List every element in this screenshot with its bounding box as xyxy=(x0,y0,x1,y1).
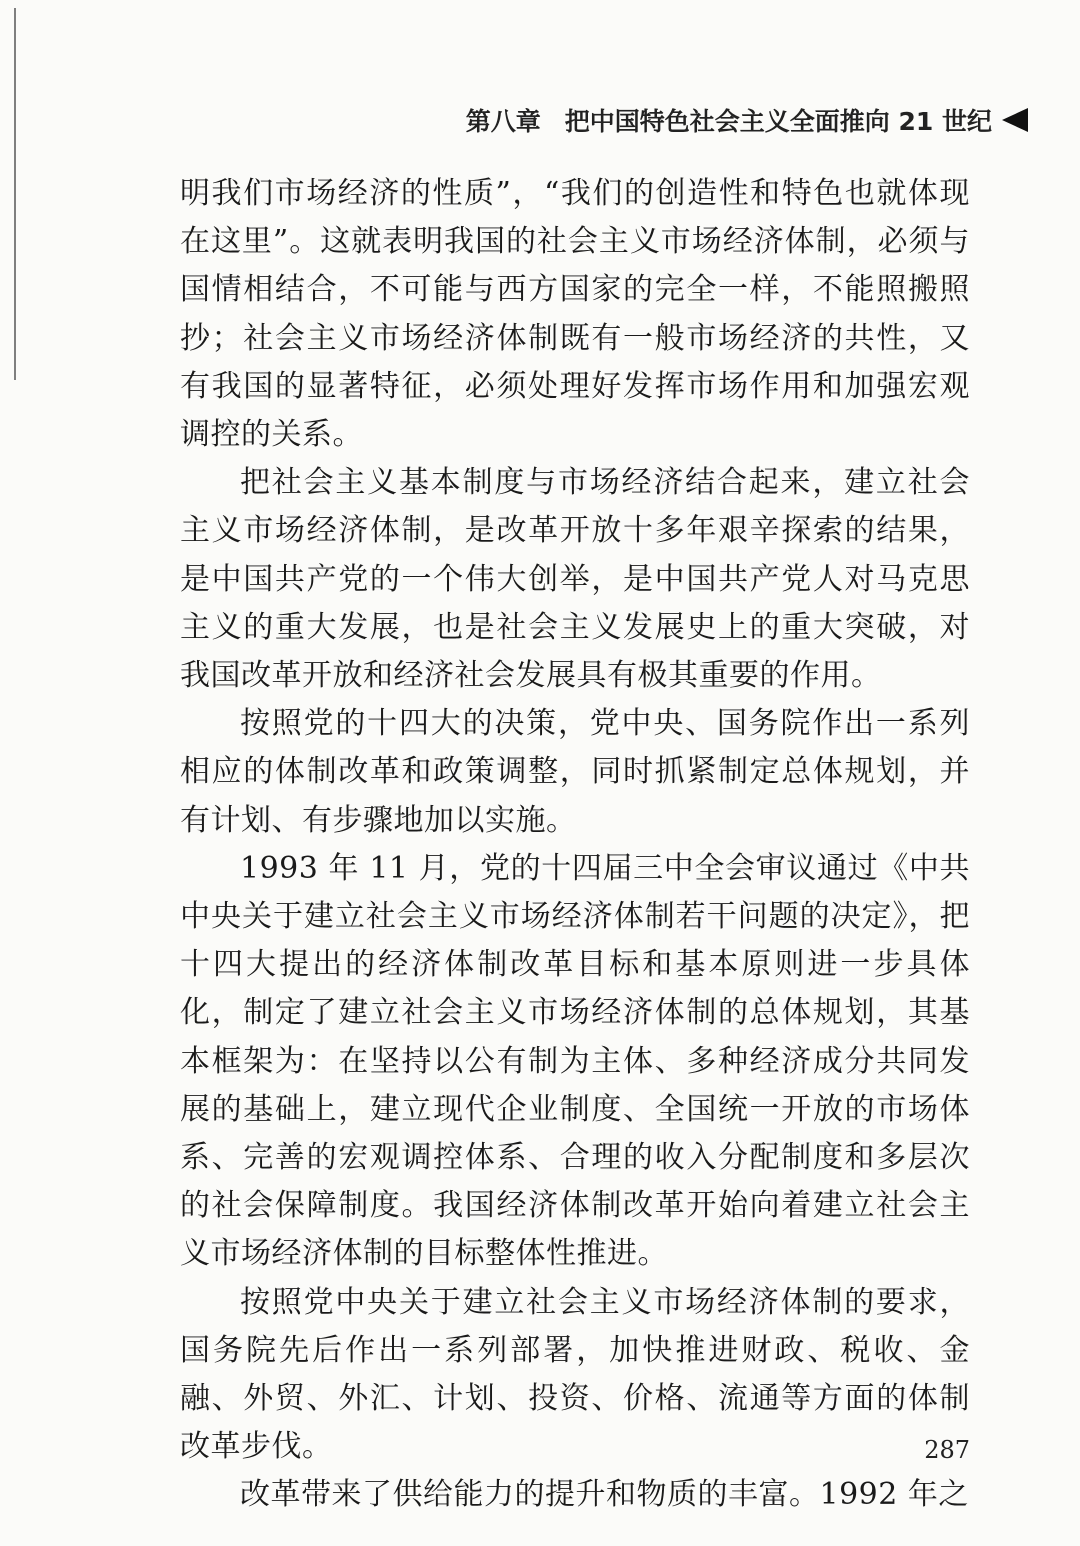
chapter-label: 第八章 xyxy=(465,107,541,136)
paragraph-continuation: 明我们市场经济的性质”，“我们的创造性和特色也就体现在这里”。这就表明我国的社会主义市场经济体制，必须与国情相结合，不可能与西方国家的完全一样，不能照搬照抄；社会主义市场经济体制既有一般市场经济的共性，又有我国的显著特征，必须处理好发挥市场作用和加强宏观调控的关系。 xyxy=(180,176,970,453)
binding-margin-line xyxy=(14,8,16,380)
paragraph: 1993 年 11 月，党的十四届三中全会审议通过《中共中央关于建立社会主义市场经济体制若干问题的决定》，把十四大提出的经济体制改革目标和基本原则进一步具体化，制定了建立社会主义市场经济体制的总体规划，其基本框架为：在坚持以公有制为主体、多种经济成分共同发展的基础上，建立现代企业制度、全国统一开放的市场体系、完善的宏观调控体系、合理的收入分配制度和多层次的社会保障制度。我国经济体制改革开始向着建立社会主义市场经济体制的目标整体性推进。 xyxy=(180,850,970,1272)
page-number: 287 xyxy=(924,1436,970,1464)
paragraph: 按照党中央关于建立社会主义市场经济体制的要求，国务院先后作出一系列部署，加快推进财政、税收、金融、外贸、外汇、计划、投资、价格、流通等方面的体制改革步伐。 xyxy=(180,1284,970,1465)
paragraph: 把社会主义基本制度与市场经济结合起来，建立社会主义市场经济体制，是改革开放十多年艰辛探索的结果，是中国共产党的一个伟大创举，是中国共产党人对马克思主义的重大发展，也是社会主义发展史上的重大突破，对我国改革开放和经济社会发展具有极其重要的作用。 xyxy=(180,465,970,694)
chapter-title: 把中国特色社会主义全面推向 21 世纪 xyxy=(564,107,992,136)
left-triangle-marker-icon xyxy=(1002,108,1028,132)
paragraph: 按照党的十四大的决策，党中央、国务院作出一系列相应的体制改革和政策调整，同时抓紧制定总体规划，并有计划、有步骤地加以实施。 xyxy=(180,706,970,838)
body-text xyxy=(180,170,970,1520)
running-header xyxy=(466,100,992,140)
paragraph: 改革带来了供给能力的提升和物质的丰富。1992 年之 xyxy=(240,1477,969,1513)
